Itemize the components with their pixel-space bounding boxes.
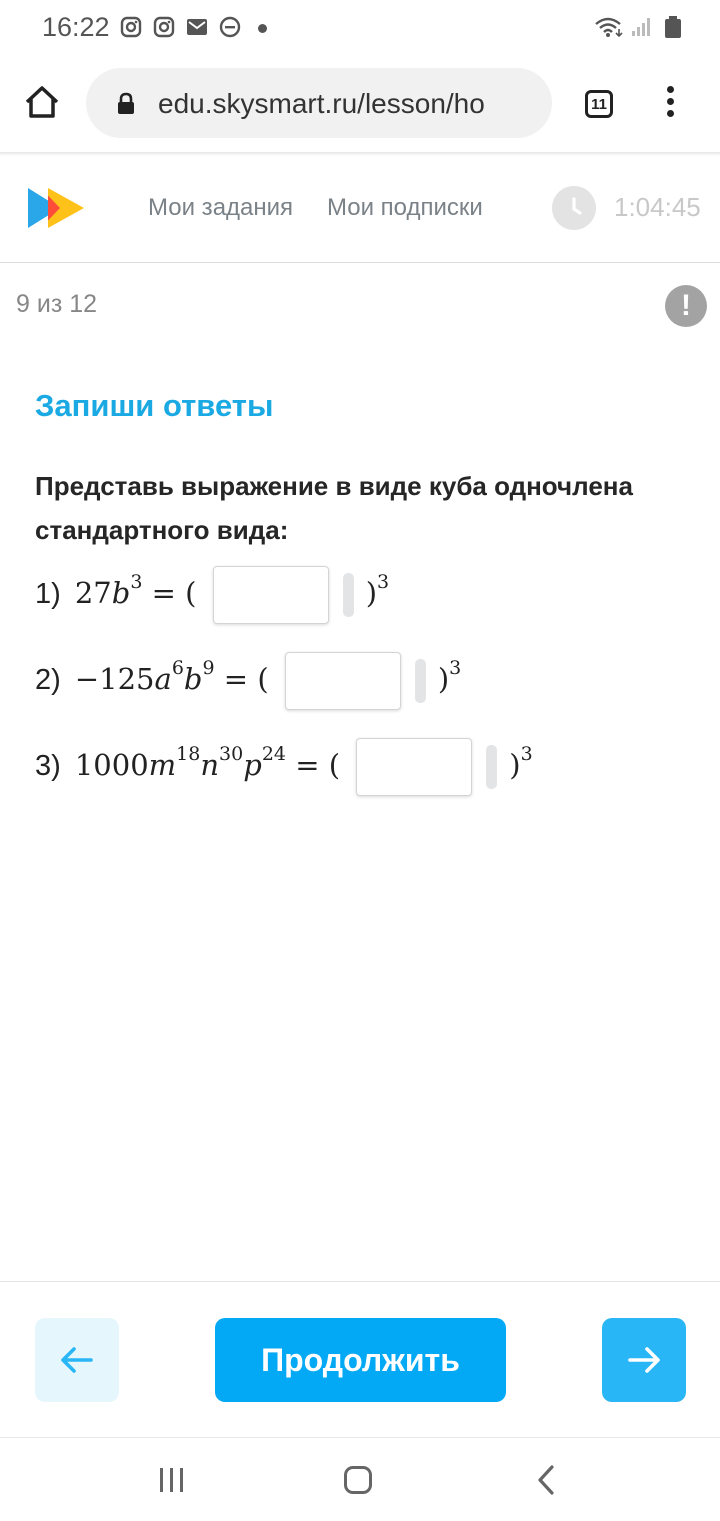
mail-icon	[186, 16, 208, 38]
tab-switcher-button[interactable]: 11	[585, 90, 613, 118]
back-icon[interactable]	[536, 1464, 556, 1496]
lock-icon	[116, 92, 136, 114]
drag-handle[interactable]	[486, 745, 497, 789]
equation-number: 2)	[35, 663, 61, 696]
nav-my-tasks[interactable]: Мои задания	[148, 194, 294, 221]
signal-icon	[630, 16, 652, 38]
address-bar[interactable]	[86, 68, 552, 138]
equation-3: 3) $1000m^{18}n^{30}p^{24}$ = ( )$^3$	[35, 738, 533, 798]
url-text[interactable]: edu.skysmart.ru/lesson/ho	[158, 88, 485, 119]
instagram-icon	[153, 16, 175, 38]
clock-icon	[552, 186, 596, 230]
recent-apps-icon[interactable]	[158, 1466, 186, 1494]
footer-divider	[0, 1281, 720, 1282]
task-title: Запиши ответы	[35, 388, 274, 423]
next-button[interactable]	[602, 1318, 686, 1402]
site-header	[0, 156, 720, 263]
previous-button[interactable]	[35, 1318, 119, 1402]
answer-input-3[interactable]	[356, 738, 472, 796]
equation-2: $2) -125a^6b^9$ = ( )$^3$	[35, 652, 461, 712]
answer-input-2[interactable]	[285, 652, 401, 710]
equation-number: 3)	[35, 749, 61, 782]
answer-input-1[interactable]	[213, 566, 329, 624]
instagram-icon	[120, 16, 142, 38]
more-menu-icon[interactable]	[662, 86, 678, 126]
wifi-icon	[594, 16, 624, 38]
equation-number: 1)	[35, 577, 61, 610]
battery-icon	[662, 16, 684, 38]
dot-icon	[258, 24, 267, 33]
drag-handle[interactable]	[343, 573, 354, 617]
report-problem-icon[interactable]: !	[665, 285, 707, 327]
arrow-left-icon	[57, 1340, 97, 1380]
home-nav-icon[interactable]	[344, 1466, 372, 1494]
status-bar	[0, 0, 720, 56]
task-text: Представь выражение в виде куба одночлена стандартного вида:	[35, 471, 633, 545]
browser-toolbar	[0, 56, 720, 152]
home-icon[interactable]	[22, 82, 62, 122]
drag-handle[interactable]	[415, 659, 426, 703]
arrow-right-icon	[624, 1340, 664, 1380]
system-nav-bar	[0, 1437, 720, 1521]
task-progress: 9 из 12	[16, 290, 98, 318]
equation-1: 1) $27b^3$ = ( )$^3$	[35, 566, 389, 626]
skysmart-logo[interactable]	[26, 186, 86, 230]
status-time: 16:22	[42, 12, 110, 42]
continue-button[interactable]: Продолжить	[215, 1318, 506, 1402]
nav-my-subscriptions[interactable]: Мои подписки	[327, 194, 483, 221]
do-not-disturb-icon	[219, 16, 241, 38]
lesson-timer: 1:04:45	[614, 192, 701, 222]
